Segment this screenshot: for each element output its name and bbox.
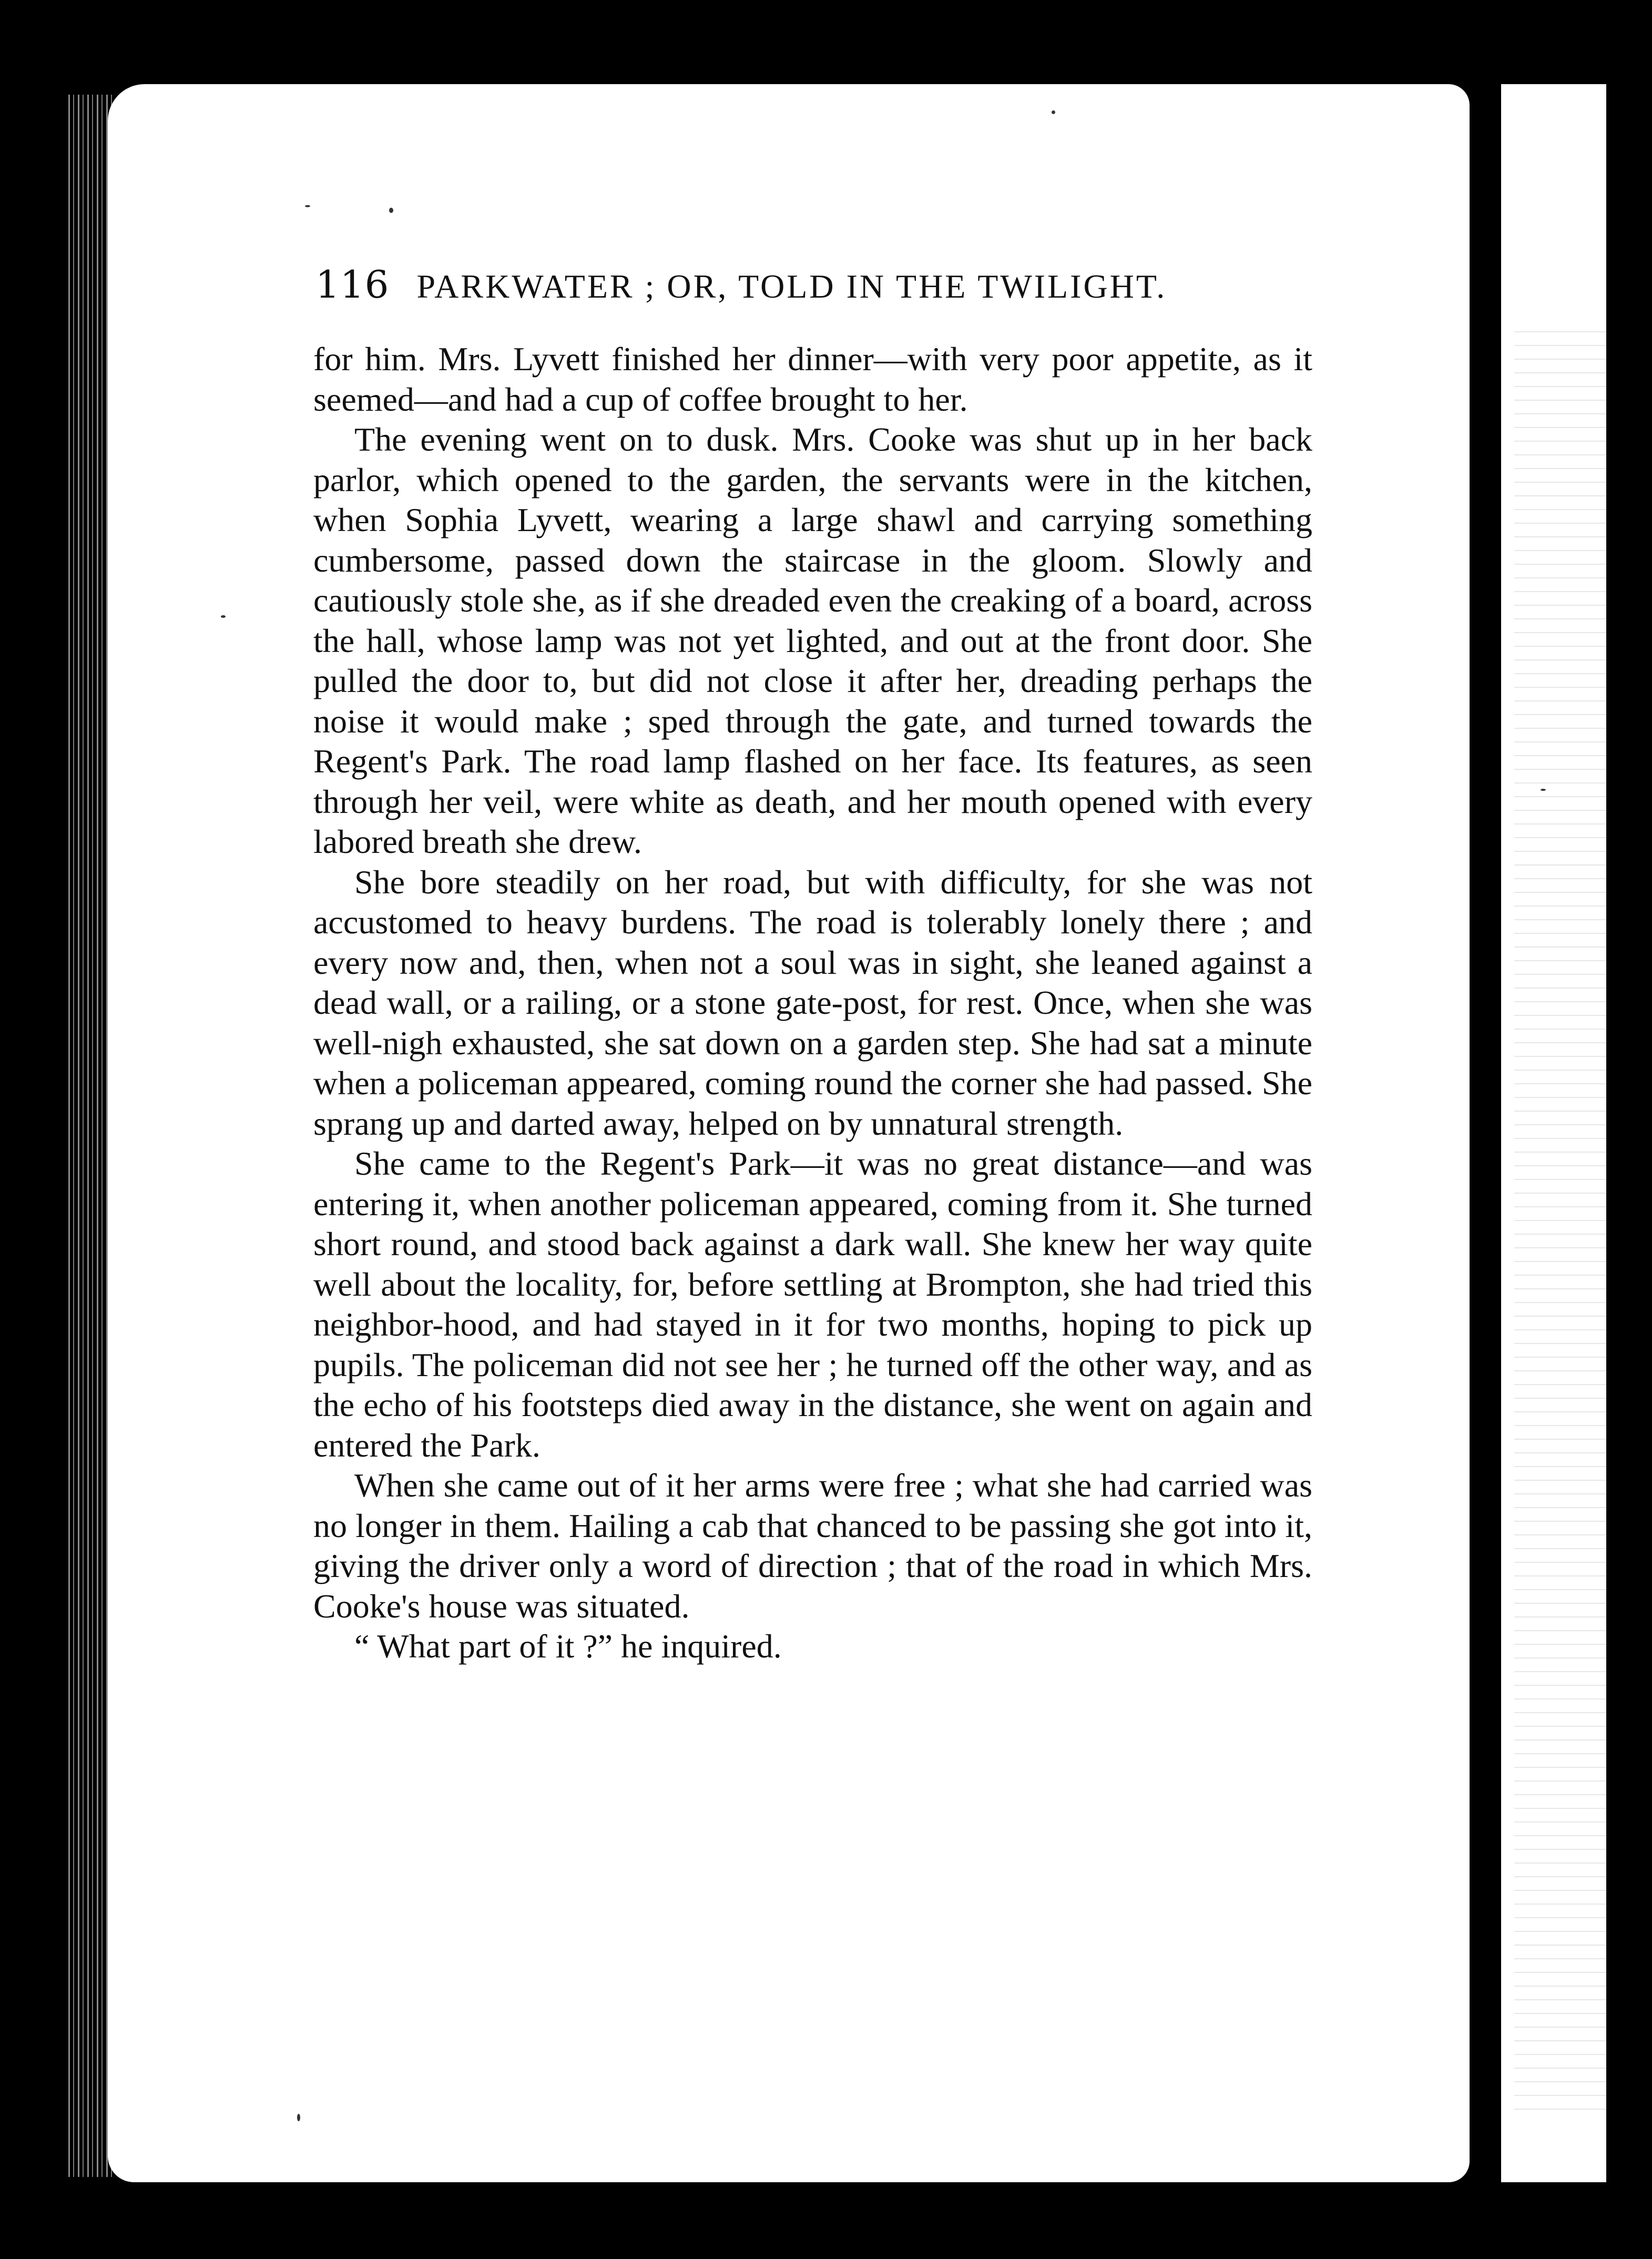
scan-speck xyxy=(389,208,393,213)
scan-speck xyxy=(1052,110,1055,114)
paragraph: When she came out of it her arms were free ; what she had carried was no longer in them. Hailing a cab that chanced to be passing she got into it, giving the driver only a word of direction ; that of the road in which Mrs. Cooke's house was situated. xyxy=(313,1467,1312,1625)
paragraph: The evening went on to dusk. Mrs. Cooke was shut up in her back parlor, which opened to the garden, the servants were in the kitchen, when Sophia Lyvett, wearing a large shawl and carrying something cumbersome, passed down the staircase in the gloom. Slowly and cautiously stole she, as if she dreaded even the creaking of a board, across the hall, whose lamp was not yet lighted, and out at the front door. She pulled the door to, but did not close it after her, dreading perhaps the noise it would make ; sped through the gate, and turned towards the Regent's Park. The road lamp flashed on her face. Its features, as seen through her veil, were white as death, and her mouth opened with every labored breath she drew. xyxy=(313,421,1312,860)
paragraph: for him. Mrs. Lyvett finished her dinner—with very poor appetite, as it seemed—and had a cup of coffee brought to her. xyxy=(313,340,1312,418)
scan-speck xyxy=(305,205,310,207)
body-text xyxy=(313,339,1312,1667)
running-title: PARKWATER ; OR, TOLD IN THE TWILIGHT. xyxy=(416,268,1167,305)
scan-speck xyxy=(297,2114,300,2121)
paragraph: She came to the Regent's Park—it was no great distance—and was entering it, when another policeman appeared, coming from it. She turned short round, and stood back against a dark wall. She knew her way quite well about the locality, for, before settling at Brompton, she had tried this neighbor-hood, and had stayed in it for two months, hoping to pick up pupils. The policeman did not see her ; he turned off the other way, and as the echo of his footsteps died away in the distance, she went on again and entered the Park. xyxy=(313,1145,1312,1464)
paragraph: “ What part of it ?” he inquired. xyxy=(354,1627,782,1665)
paragraph: She bore steadily on her road, but with difficulty, for she was not accustomed to heavy burdens. The road is tolerably lonely there ; and every now and, then, when not a soul was in sight, she leaned against a dead wall, or a railing, or a stone gate-post, for rest. Once, when she was well-nigh exhausted, she sat down on a garden step. She had sat a minute when a policeman appeared, coming round the corner she had passed. She sprang up and darted away, helped on by unnatural strength. xyxy=(313,863,1312,1142)
facing-page-texture xyxy=(1514,326,1606,2114)
running-head xyxy=(315,262,1167,307)
page-number: 116 xyxy=(315,262,390,307)
scan-speck xyxy=(1541,789,1546,791)
scan-speck xyxy=(221,615,226,618)
